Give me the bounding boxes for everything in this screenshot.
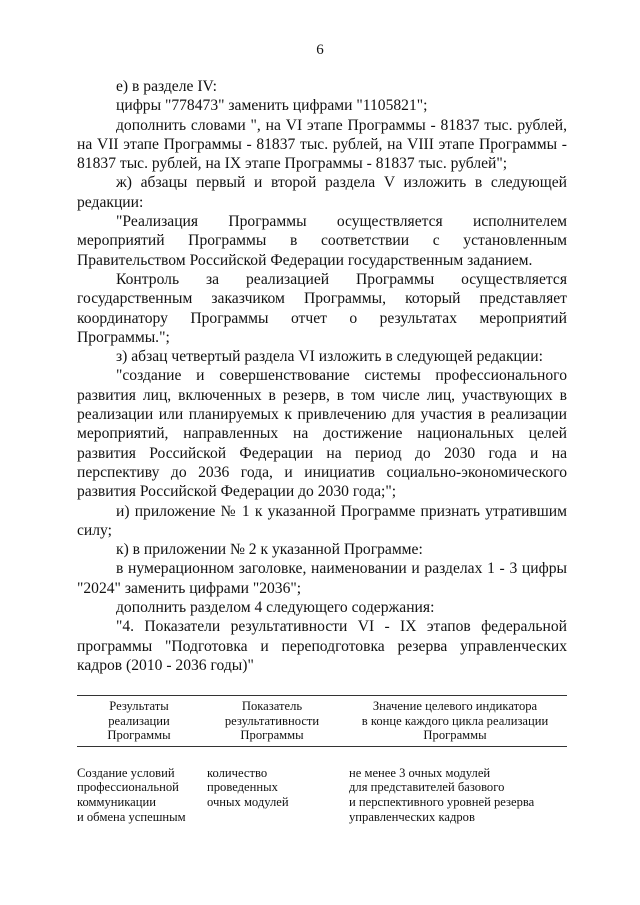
paragraph: в нумерационном заголовке, наименовании и разделах 1 - 3 цифры "2024" заменить цифрами "2036";	[77, 560, 567, 597]
paragraph: дополнить разделом 4 следующего содержания:	[116, 599, 435, 617]
table-header	[77, 695, 567, 747]
table-cell: Создание условий профессиональной коммуникации и обмена успешным	[77, 765, 186, 824]
paragraph: цифры "778473" заменить цифрами "1105821";	[116, 97, 428, 115]
paragraph: Контроль за реализацией Программы осуществляется государственным заказчиком Программы, который представляет координатору Программы отчет о результатах мероприятий Программы.";	[77, 270, 567, 346]
page-number: 6	[316, 42, 324, 58]
paragraph: и) приложение № 1 к указанной Программе признать утратившим силу;	[77, 502, 567, 539]
table-header-cell: Показатель результативности Программы	[224, 699, 320, 743]
table-header-cell: Результаты реализации Программы	[107, 699, 171, 743]
paragraph: "4. Показатели результативности VI - IX этапов федеральной программы "Подготовка и переподготовка резерва управленческих кадров (2010 - 2036 годы)"	[77, 618, 567, 674]
paragraph: ж) абзацы первый и второй раздела V изложить в следующей редакции:	[77, 174, 567, 211]
table-cell: не менее 3 очных модулей для представителей базового и перспективного уровней резерва управленческих кадров	[349, 765, 535, 824]
table-row	[77, 766, 567, 824]
table-header-cell: Значение целевого индикатора в конце каждого цикла реализации Программы	[361, 699, 549, 743]
table-cell: количество проведенных очных модулей	[207, 765, 289, 809]
paragraph: "создание и совершенствование системы профессионального развития лиц, включенных в резерв, в том числе лиц, участвующих в реализации или планируемых к привлечению для участия в реализации мероприятий, направленных на достижение национальных целей развития Российской Федерации на период до 2030 года и на перспективу до 2036 года, и инициатив социально-экономического развития Российской Федерации до 2030 года;";	[77, 367, 567, 501]
document-body	[77, 77, 567, 675]
paragraph: дополнить словами ", на VI этапе Программы - 81837 тыс. рублей, на VII этапе Программы - 81837 тыс. рублей, на VIII этапе Программы - 81837 тыс. рублей, на IX этапе Программы - 81837 тыс. рублей";	[77, 116, 567, 173]
paragraph: е) в разделе IV:	[116, 78, 217, 95]
paragraph: "Реализация Программы осуществляется исполнителем мероприятий Программы в соответствии с установленным Правительством Российской Федерации государственным заданием.	[77, 213, 567, 269]
paragraph: к) в приложении № 2 к указанной Программе:	[116, 541, 423, 559]
paragraph: з) абзац четвертый раздела VI изложить в следующей редакции:	[116, 348, 543, 366]
indicator-table	[77, 695, 567, 824]
